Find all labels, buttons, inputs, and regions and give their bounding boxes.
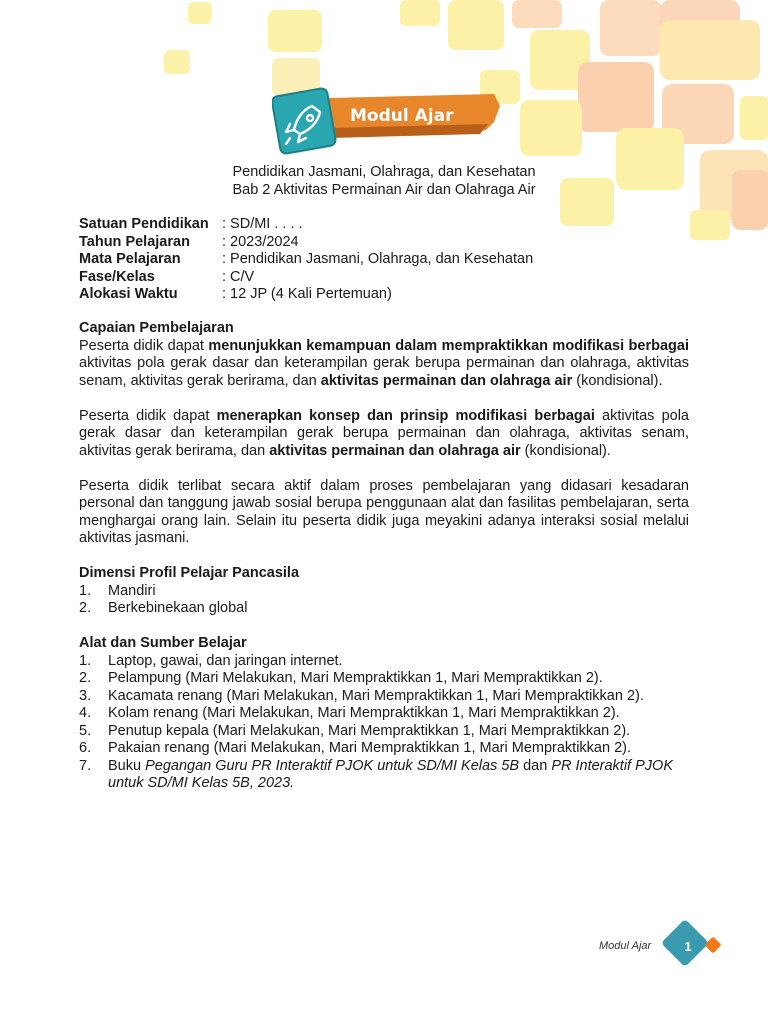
badge-label: Modul Ajar [350,106,454,126]
text-run: (kondisional). [572,372,663,389]
list-number: 3. [79,687,92,704]
meta-label: Satuan Pendidikan [79,216,209,232]
section-title-alat: Alat dan Sumber Belajar [79,635,247,651]
list-text: Pakaian renang (Mari Melakukan, Mari Mempraktikkan 1, Mari Mempraktikkan 2). [108,740,631,756]
profil-list [79,583,689,618]
section-title-profil: Dimensi Profil Pelajar Pancasila [79,565,300,581]
meta-label: Alokasi Waktu [79,286,178,302]
meta-row-alokasi [79,286,533,304]
list-number: 1. [79,652,92,669]
alat-list [79,653,689,793]
bold-run: aktivitas permainan dan olahraga air [320,372,573,389]
list-text: Kacamata renang (Mari Melakukan, Mari Mempraktikkan 1, Mari Mempraktikkan 2). [108,687,644,704]
list-item [79,583,689,601]
list-item [79,600,689,618]
italic-run: Pegangan Guru PR Interaktif PJOK untuk SD/MI Kelas 5B [145,757,520,774]
text-run: aktivitas pola gerak dasar dan keterampilan gerak berupa permainan dan olahraga, aktivitas senam, aktivitas gerak berirama, dan [79,355,689,389]
footer-label: Modul Ajar [599,940,652,952]
list-item [79,723,689,741]
list-number: 5. [79,722,92,739]
document-title [0,164,768,199]
modul-ajar-badge [272,84,502,156]
list-number: 6. [79,740,92,756]
list-item [79,670,689,688]
page-number: 1 [684,939,692,954]
meta-row-fase [79,269,533,287]
capaian-paragraph-2 [79,408,689,461]
capaian-paragraph-3: Peserta didik terlibat secara aktif dalam proses pembelajaran yang didasari kesadaran personal dan tanggung jawab sosial berupa penggunaan alat dan fasilitas pembelajaran, serta menghargai orang lain. Selain itu peserta didik juga meyakini adanya interaksi sosial melalui aktivitas jasmani. [79,477,689,546]
list-text [108,758,689,793]
title-line-2: Bab 2 Aktivitas Permainan Air dan Olahraga Air [232,181,536,198]
text-run: Peserta didik dapat [79,337,209,354]
list-item [79,705,689,723]
list-text: Kolam renang (Mari Melakukan, Mari Mempraktikkan 1, Mari Mempraktikkan 2). [108,705,620,721]
text-run: aktivitas pola gerak dasar dan keterampilan gerak berupa permainan dan olahraga, aktivitas senam, aktivitas gerak berirama, dan [79,407,689,459]
text-run: (kondisional). [520,442,611,459]
meta-label: Mata Pelajaran [79,251,181,267]
meta-value: : C/V [222,268,255,285]
list-item [79,688,689,706]
list-text: Berkebinekaan global [108,600,248,616]
list-item [79,758,689,793]
meta-row-tahun [79,234,533,252]
bold-run: menunjukkan kemampuan dalam mempraktikkan modifikasi berbagai [208,337,689,354]
list-text: Mandiri [108,582,156,599]
bold-run: menerapkan konsep dan prinsip modifikasi berbagai [216,407,595,424]
meta-value: : 2023/2024 [222,233,299,250]
meta-row-satuan [79,216,533,234]
meta-value: : Pendidikan Jasmani, Olahraga, dan Kesehatan [222,251,534,267]
list-number: 7. [79,757,92,774]
list-number: 2. [79,670,92,686]
meta-label: Tahun Pelajaran [79,233,190,250]
page-number-badge [660,920,728,972]
list-text: Laptop, gawai, dan jaringan internet. [108,652,343,669]
text-run: dan [519,757,552,774]
list-number: 2. [79,600,92,616]
list-number: 4. [79,705,92,721]
list-item [79,653,689,671]
title-line-1: Pendidikan Jasmani, Olahraga, dan Kesehatan [232,164,536,180]
meta-value: : 12 JP (4 Kali Pertemuan) [222,286,392,302]
meta-row-mapel [79,251,533,269]
text-run: Peserta didik dapat [79,407,217,424]
bold-run: aktivitas permainan dan olahraga air [269,442,521,459]
list-number: 1. [79,582,92,599]
capaian-paragraph-1 [79,338,689,391]
list-text: Penutup kepala (Mari Melakukan, Mari Mempraktikkan 1, Mari Mempraktikkan 2). [108,722,631,739]
text-run: Buku [108,757,146,774]
list-text: Pelampung (Mari Melakukan, Mari Mempraktikkan 1, Mari Mempraktikkan 2). [108,670,603,686]
section-title-capaian: Capaian Pembelajaran [79,320,234,336]
main-content [79,320,689,793]
list-item [79,740,689,758]
meta-label: Fase/Kelas [79,268,155,285]
italic-run: PR Interaktif PJOK untuk SD/MI Kelas 5B, 2023. [108,757,673,791]
module-metadata [79,216,533,304]
meta-value: : SD/MI . . . . [222,216,303,232]
